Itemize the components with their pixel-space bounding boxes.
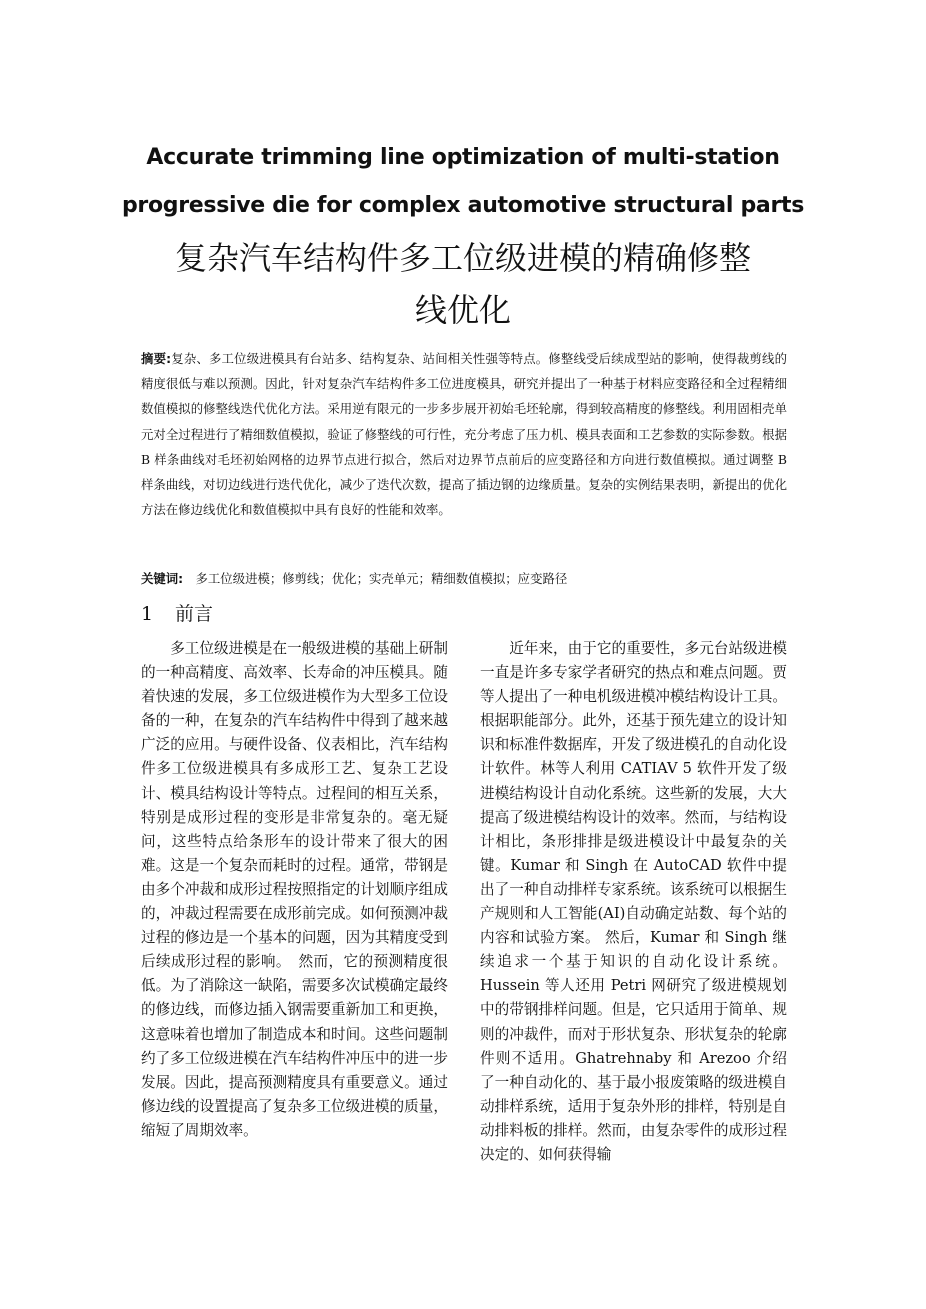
abstract-label: 摘要: [141,351,172,366]
section-title: 前言 [175,603,214,625]
section-number: 1 [141,603,154,625]
section-heading [141,600,213,628]
body-column-left [141,637,448,1143]
paper-title-chinese [0,232,926,336]
title-en-line-1: Accurate trimming line optimization of multi-station [146,145,780,170]
title-en-line-2: progressive die for complex automotive structural parts [121,193,805,218]
title-cn-line-1: 复杂汽车结构件多工位级进模的精确修整 [174,239,751,277]
keywords-label: 关键词: [141,571,184,586]
paper-title-english [0,134,926,230]
paragraph: 近年来，由于它的重要性，多元台站级进模一直是许多专家学者研究的热点和难点问题。贾等人提出了一种电机级进模冲模结构设计工具。根据职能部分。此外，还基于预先建立的设计知识和标准件数据库，开发了级进模孔的自动化设计软件。林等人利用 CATIAV 5 软件开发了级进模结构设计自动化系统。这些新的发展，大大提高了级进模结构设计的效率。然而，与结构设计相比，条形排排是级进模设计中最复杂的关键。Kumar 和 Singh 在 AutoCAD 软件中提出了一种自动排样专家系统。该系统可以根据生产规则和人工智能(AI)自动确定站数、每个站的内容和试验方案。 然后，Kumar 和 Singh 继续追求一个基于知识的自动化设计系统。Hussein 等人还用 Petri 网研究了级进模规划中的带钢排样问题。但是，它只适用于简单、规则的冲裁件，而对于形状复杂、形状复杂的轮廓件则不适用。Ghatrehnaby 和 Arezoo 介绍了一种自动化的、基于最小报废策略的级进模自动排样系统，适用于复杂外形的排样，特别是自动排料板的排样。然而，由复杂零件的成形过程决定的、如何获得输 [480,640,787,1163]
keywords-text: 多工位级进模；修剪线；优化；实壳单元；精细数值模拟；应变路径 [195,571,568,586]
body-column-right [480,637,787,1167]
abstract-text: 复杂、多工位级进模具有台站多、结构复杂、站间相关性强等特点。修整线受后续成型站的影响，使得裁剪线的精度很低与难以预测。因此，针对复杂汽车结构件多工位进度模具，研究并提出了一种基于材料应变路径和全过程精细数值模拟的修整线迭代优化方法。采用逆有限元的一步多步展开初始毛坯轮廓，得到较高精度的修整线。利用固相壳单元对全过程进行了精细数值模拟，验证了修整线的可行性，充分考虑了压力机、模具表面和工艺参数的实际参数。根据 B 样条曲线对毛坯初始网格的边界节点进行拟合，然后对边界节点前后的应变路径和方向进行数值模拟。通过调整 B 样条曲线，对切边线进行迭代优化，减少了迭代次数，提高了插边钢的边缘质量。复杂的实例结果表明，新提出的优化方法在修边线优化和数值模拟中具有良好的性能和效率。 [141,351,787,518]
title-cn-line-2: 线优化 [414,291,511,329]
keywords [141,567,787,591]
abstract [141,346,787,522]
paragraph: 多工位级进模是在一般级进模的基础上研制的一种高精度、高效率、长寿命的冲压模具。随着快速的发展，多工位级进模作为大型多工位设备的一种，在复杂的汽车结构件中得到了越来越广泛的应用。与硬件设备、仪表相比，汽车结构件多工位级进模具有多成形工艺、复杂工艺设计、模具结构设计等特点。过程间的相互关系，特别是成形过程的变形是非常复杂的。毫无疑问，这些特点给条形车的设计带来了很大的困难。这是一个复杂而耗时的过程。通常，带钢是由多个冲裁和成形过程按照指定的计划顺序组成的，冲裁过程需要在成形前完成。如何预测冲裁过程的修边是一个基本的问题，因为其精度受到后续成形过程的影响。 然而，它的预测精度很低。为了消除这一缺陷，需要多次试模确定最终的修边线，而修边插入钢需要重新加工和更换，这意味着也增加了制造成本和时间。这些问题制约了多工位级进模在汽车结构件冲压中的进一步发展。因此，提高预测精度具有重要意义。通过修边线的设置提高了复杂多工位级进模的质量，缩短了周期效率。 [141,640,448,1139]
